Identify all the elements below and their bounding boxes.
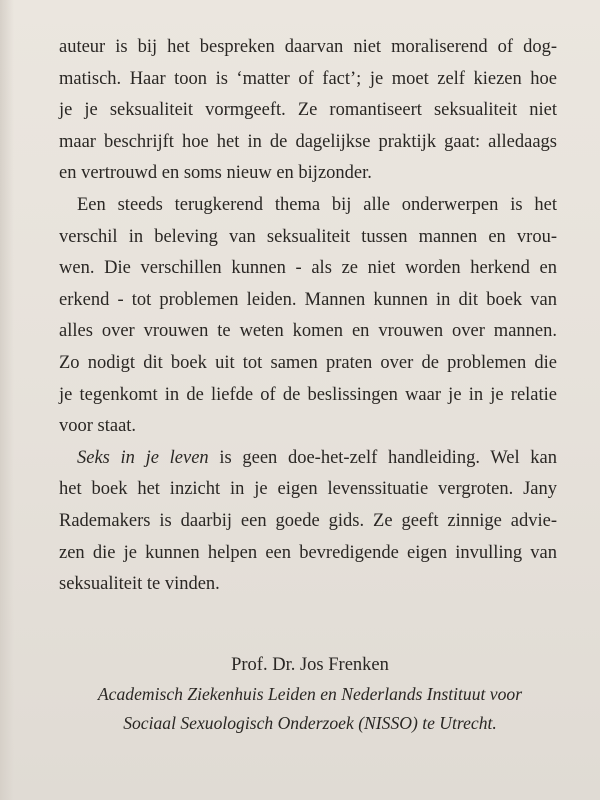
text-line: voor staat. [59,416,137,437]
text-line: wen. Die verschillen kunnen - als ze niet worden herkend en [59,258,557,279]
text-fragment: is geen doe-het-zelf handleiding. Wel kan [208,447,558,468]
text-line [59,443,557,475]
signature-block [60,650,560,738]
text-line: je je seksualiteit vormgeeft. Ze romantiseert seksualiteit niet [59,100,557,121]
text-line: seksualiteit te vinden. [59,574,220,595]
text-line: verschil in beleving van seksualiteit tussen mannen en vrou- [59,226,557,247]
paragraph-1 [59,32,557,190]
body-text [59,32,557,601]
page-edge-shadow [0,0,14,800]
author-name: Prof. Dr. Jos Frenken [231,655,389,675]
text-line: zen die je kunnen helpen een bevredigende eigen invulling van [59,542,557,563]
text-line: Zo nodigt dit boek uit tot samen praten over de problemen die [59,352,557,373]
text-line: Rademakers is daarbij een goede gids. Ze geeft zinnige advie- [59,510,557,531]
text-line: Een steeds terugkerend thema bij alle onderwerpen is het [77,194,557,215]
author-affiliation: Academisch Ziekenhuis Leiden en Nederlands Instituut voor [97,684,523,704]
text-line: maar beschrijft hoe het in de dagelijkse praktijk gaat: alledaags [59,131,557,152]
text-line: en vertrouwd en soms nieuw en bijzonder. [59,163,372,184]
text-line: auteur is bij het bespreken daarvan niet moraliserend of dog- [59,37,557,57]
text-line: matisch. Haar toon is ‘matter of fact’; je moet zelf kiezen hoe [59,68,557,89]
text-line: je tegenkomt in de liefde of de beslissingen waar je in je relatie [59,384,557,405]
paragraph-3 [59,443,557,601]
book-title: Seks in je leven [77,447,209,468]
text-line: het boek het inzicht in je eigen levenssituatie vergroten. Jany [59,479,557,500]
author-affiliation: Sociaal Sexuologisch Onderzoek (NISSO) te Utrecht. [123,713,497,733]
text-line: erkend - tot problemen leiden. Mannen kunnen in dit boek van [59,289,557,310]
paragraph-2 [59,190,557,443]
text-line: alles over vrouwen te weten komen en vrouwen over mannen. [59,321,557,342]
